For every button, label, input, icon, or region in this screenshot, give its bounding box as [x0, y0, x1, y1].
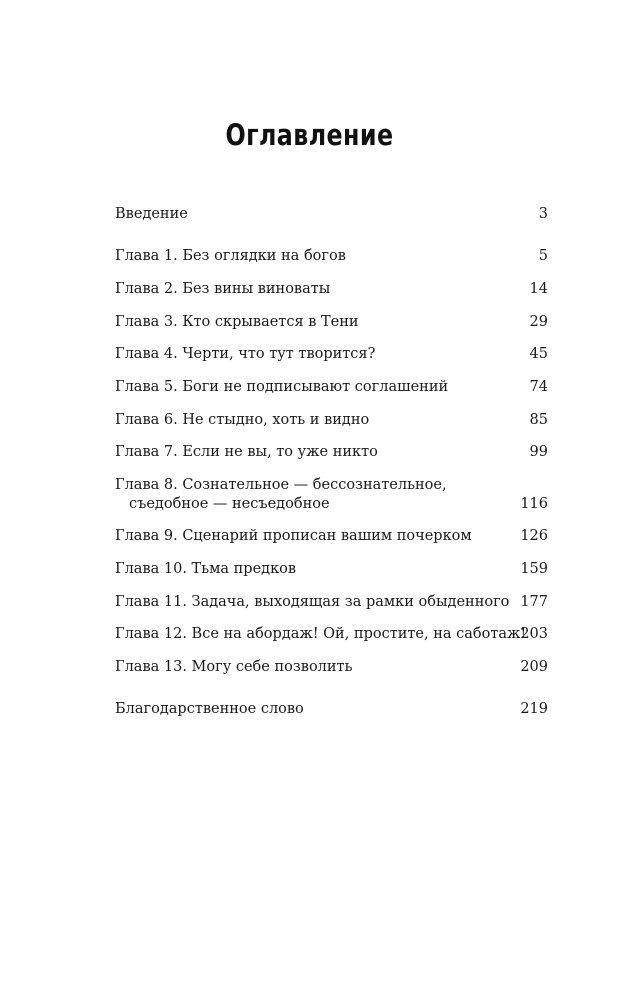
toc-entry-page: 126: [520, 528, 548, 544]
toc-entry-title: Глава 1. Без оглядки на богов: [115, 248, 346, 264]
toc-entry-title: Глава 2. Без вины виноваты: [115, 281, 331, 297]
toc-entry-title: Глава 11. Задача, выходящая за рамки обыденного: [115, 594, 510, 610]
toc-entry-title: Благодарственное слово: [115, 701, 304, 717]
toc-entry-title: Глава 12. Все на абордаж! Ой, простите, на саботаж!: [115, 626, 527, 642]
toc-entry-page: 99: [529, 444, 548, 460]
toc-entry-page: 74: [529, 379, 548, 395]
toc-entry-page: 116: [520, 496, 548, 512]
toc-entry-title: Глава 9. Сценарий прописан вашим почерком: [115, 528, 472, 544]
toc-entry-title: [115, 476, 495, 514]
toc-entry-page: 3: [538, 206, 548, 222]
toc-entry-title: Глава 6. Не стыдно, хоть и видно: [115, 412, 370, 428]
toc-entry-title: Глава 7. Если не вы, то уже никто: [115, 444, 378, 460]
toc-entry-title: Глава 5. Боги не подписывают соглашений: [115, 379, 449, 395]
toc-entry-page: 29: [529, 314, 548, 330]
toc-entry-title: Глава 13. Могу себе позволить: [115, 659, 353, 675]
toc-entry-page: 209: [520, 659, 548, 675]
toc-entry-page: 5: [538, 248, 548, 264]
toc-entry-page: 219: [520, 701, 548, 717]
toc-entry-title-line-1: Глава 8. Сознательное — бессознательное,: [115, 477, 447, 493]
toc-entry-title: Глава 3. Кто скрывается в Тени: [115, 314, 359, 330]
page-title: Оглавление: [225, 118, 394, 152]
toc-entry-page: 85: [529, 412, 548, 428]
toc-entry-title-line-2: съедобное — несъедобное: [129, 496, 330, 512]
toc-entry-page: 177: [520, 594, 548, 610]
toc-entry-page: 159: [520, 561, 548, 577]
toc-entry-title: Глава 4. Черти, что тут творится?: [115, 346, 376, 362]
toc-entry-title: Глава 10. Тьма предков: [115, 561, 297, 577]
toc-entry-page: 14: [529, 281, 548, 297]
toc-entry-page: 203: [520, 626, 548, 642]
toc-entry-page: 45: [529, 346, 548, 362]
toc-entry-title: Введение: [115, 206, 188, 222]
